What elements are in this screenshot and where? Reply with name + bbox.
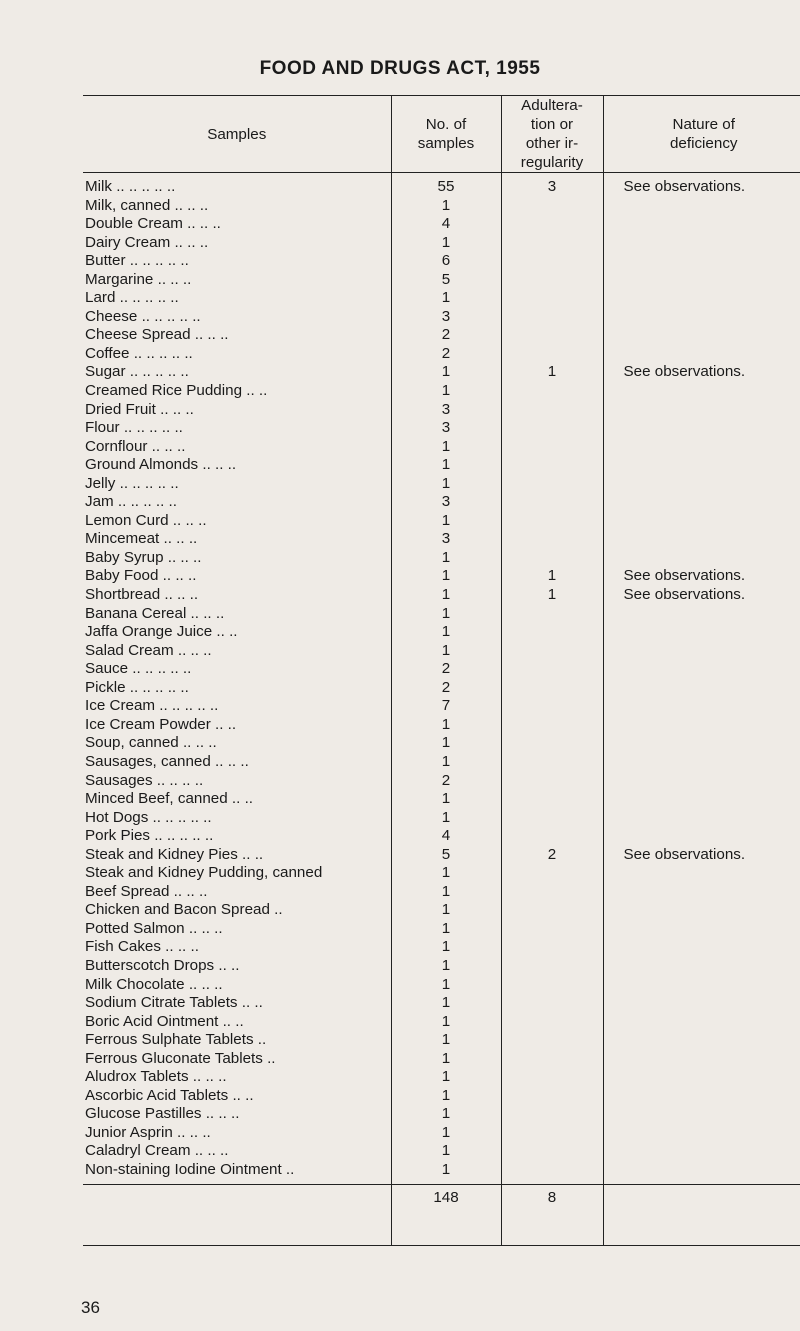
sample-name: Sauce .. .. .. .. .. — [85, 660, 192, 678]
adulteration-count: 1 — [501, 586, 603, 605]
sample-name: Dairy Cream .. .. .. — [85, 233, 209, 251]
sample-count: 3 — [391, 493, 501, 512]
sample-count: 1 — [391, 1161, 501, 1184]
sample-name: Milk Chocolate .. .. .. — [85, 975, 223, 993]
table-row — [83, 549, 800, 568]
sample-name: Coffee .. .. .. .. .. — [85, 344, 193, 362]
deficiency-nature — [603, 308, 800, 327]
adulteration-count — [501, 994, 603, 1013]
adulteration-count: 3 — [501, 173, 603, 197]
table-row — [83, 957, 800, 976]
table-row — [83, 252, 800, 271]
sample-count: 1 — [391, 1068, 501, 1087]
sample-count: 1 — [391, 957, 501, 976]
sample-count: 1 — [391, 1013, 501, 1032]
adulteration-count — [501, 1050, 603, 1069]
table-row — [83, 623, 800, 642]
sample-name: Cheese Spread .. .. .. — [85, 326, 229, 344]
table-row — [83, 326, 800, 345]
sample-name: Sugar .. .. .. .. .. — [85, 363, 189, 381]
table-row — [83, 809, 800, 828]
deficiency-nature — [603, 438, 800, 457]
sample-name: Creamed Rice Pudding .. .. — [85, 382, 268, 400]
sample-name: Junior Asprin .. .. .. — [85, 1123, 211, 1141]
table-row — [83, 1161, 800, 1184]
deficiency-nature — [603, 549, 800, 568]
sample-count: 1 — [391, 363, 501, 382]
adulteration-count — [501, 623, 603, 642]
table-row — [83, 753, 800, 772]
adulteration-count — [501, 1013, 603, 1032]
deficiency-nature — [603, 605, 800, 624]
deficiency-nature: See observations. — [603, 363, 800, 382]
sample-name: Sausages, canned .. .. .. — [85, 752, 249, 770]
header-nature-text: Nature of deficiency — [669, 116, 738, 152]
sample-name: Steak and Kidney Pies .. .. — [85, 845, 264, 863]
adulteration-count — [501, 1105, 603, 1124]
adulteration-count — [501, 864, 603, 883]
sample-count: 3 — [391, 530, 501, 549]
sample-name: Baby Syrup .. .. .. — [85, 548, 202, 566]
adulteration-count — [501, 642, 603, 661]
header-nature — [603, 96, 800, 173]
adulteration-count: 1 — [501, 567, 603, 586]
table-header-row — [83, 96, 800, 173]
deficiency-nature — [603, 753, 800, 772]
table-row — [83, 642, 800, 661]
sample-name: Flour .. .. .. .. .. — [85, 419, 183, 437]
deficiency-nature — [603, 642, 800, 661]
total-adulteration: 8 — [501, 1184, 603, 1245]
deficiency-nature — [603, 382, 800, 401]
adulteration-count: 1 — [501, 363, 603, 382]
table-row — [83, 716, 800, 735]
deficiency-nature — [603, 697, 800, 716]
adulteration-count — [501, 679, 603, 698]
adulteration-count — [501, 1031, 603, 1050]
sample-count: 5 — [391, 846, 501, 865]
deficiency-nature — [603, 883, 800, 902]
table-row — [83, 586, 800, 605]
sample-count: 1 — [391, 753, 501, 772]
deficiency-nature — [603, 790, 800, 809]
sample-name: Chicken and Bacon Spread .. — [85, 901, 283, 919]
deficiency-nature — [603, 957, 800, 976]
table-row — [83, 493, 800, 512]
sample-name: Butterscotch Drops .. .. — [85, 956, 240, 974]
deficiency-nature — [603, 660, 800, 679]
page-title: FOOD AND DRUGS ACT, 1955 — [259, 58, 541, 79]
sample-count: 55 — [391, 173, 501, 197]
adulteration-count — [501, 215, 603, 234]
sample-count: 4 — [391, 215, 501, 234]
sample-name: Jelly .. .. .. .. .. — [85, 474, 179, 492]
adulteration-count — [501, 1124, 603, 1143]
adulteration-count — [501, 438, 603, 457]
deficiency-nature — [603, 456, 800, 475]
table-row — [83, 530, 800, 549]
adulteration-count — [501, 382, 603, 401]
adulteration-count — [501, 809, 603, 828]
table-row — [83, 827, 800, 846]
sample-name: Jam .. .. .. .. .. — [85, 493, 177, 511]
table-row — [83, 772, 800, 791]
sample-count: 1 — [391, 734, 501, 753]
totals-label — [83, 1184, 391, 1245]
sample-name: Butter .. .. .. .. .. — [85, 252, 189, 270]
sample-name: Sodium Citrate Tablets .. .. — [85, 994, 263, 1012]
table-row — [83, 1050, 800, 1069]
sample-count: 3 — [391, 419, 501, 438]
sample-name: Ice Cream .. .. .. .. .. — [85, 697, 219, 715]
sample-name: Margarine .. .. .. — [85, 270, 192, 288]
sample-name: Minced Beef, canned .. .. — [85, 790, 254, 808]
table-row — [83, 197, 800, 216]
table-row — [83, 345, 800, 364]
deficiency-nature — [603, 772, 800, 791]
sample-name: Double Cream .. .. .. — [85, 215, 221, 233]
sample-count: 3 — [391, 308, 501, 327]
sample-count: 1 — [391, 586, 501, 605]
sample-count: 1 — [391, 567, 501, 586]
table-row — [83, 901, 800, 920]
table-row — [83, 382, 800, 401]
adulteration-count — [501, 197, 603, 216]
sample-name: Soup, canned .. .. .. — [85, 734, 217, 752]
sample-count: 1 — [391, 382, 501, 401]
sample-count: 1 — [391, 1142, 501, 1161]
deficiency-nature: See observations. — [603, 846, 800, 865]
deficiency-nature — [603, 1050, 800, 1069]
deficiency-nature — [603, 716, 800, 735]
table-row — [83, 790, 800, 809]
adulteration-count — [501, 957, 603, 976]
deficiency-nature — [603, 530, 800, 549]
sample-name: Milk, canned .. .. .. — [85, 196, 209, 214]
deficiency-nature — [603, 215, 800, 234]
table-row — [83, 1087, 800, 1106]
table-row — [83, 1105, 800, 1124]
deficiency-nature — [603, 1068, 800, 1087]
sample-count: 1 — [391, 994, 501, 1013]
sample-count: 1 — [391, 1124, 501, 1143]
table-row — [83, 1013, 800, 1032]
deficiency-nature — [603, 679, 800, 698]
sample-name: Cornflour .. .. .. — [85, 437, 186, 455]
adulteration-count — [501, 475, 603, 494]
adulteration-count — [501, 549, 603, 568]
table-row — [83, 660, 800, 679]
deficiency-nature — [603, 1124, 800, 1143]
table-row — [83, 438, 800, 457]
adulteration-count — [501, 883, 603, 902]
sample-name: Caladryl Cream .. .. .. — [85, 1142, 229, 1160]
deficiency-nature: See observations. — [603, 173, 800, 197]
sample-name: Glucose Pastilles .. .. .. — [85, 1105, 240, 1123]
sample-count: 1 — [391, 976, 501, 995]
sample-count: 1 — [391, 938, 501, 957]
sample-name: Banana Cereal .. .. .. — [85, 604, 225, 622]
adulteration-count — [501, 1068, 603, 1087]
adulteration-count — [501, 326, 603, 345]
adulteration-count — [501, 419, 603, 438]
deficiency-nature — [603, 252, 800, 271]
adulteration-count — [501, 493, 603, 512]
adulteration-count — [501, 772, 603, 791]
deficiency-nature — [603, 1105, 800, 1124]
sample-count: 1 — [391, 642, 501, 661]
table-row — [83, 1031, 800, 1050]
sample-count: 1 — [391, 1031, 501, 1050]
sample-count: 1 — [391, 234, 501, 253]
adulteration-count — [501, 512, 603, 531]
adulteration-count — [501, 1087, 603, 1106]
sample-name: Salad Cream .. .. .. — [85, 641, 212, 659]
deficiency-nature — [603, 938, 800, 957]
table-row — [83, 173, 800, 197]
deficiency-nature — [603, 1087, 800, 1106]
sample-name: Ferrous Sulphate Tablets .. — [85, 1031, 267, 1049]
table-row — [83, 734, 800, 753]
adulteration-count — [501, 660, 603, 679]
sample-name: Mincemeat .. .. .. — [85, 530, 198, 548]
table-row — [83, 363, 800, 382]
sample-count: 2 — [391, 772, 501, 791]
adulteration-count: 2 — [501, 846, 603, 865]
table-row — [83, 1068, 800, 1087]
sample-count: 1 — [391, 197, 501, 216]
sample-name: Hot Dogs .. .. .. .. .. — [85, 808, 212, 826]
table-row — [83, 401, 800, 420]
deficiency-nature — [603, 234, 800, 253]
header-samples: Samples — [83, 96, 391, 173]
sample-count: 1 — [391, 1050, 501, 1069]
adulteration-count — [501, 605, 603, 624]
deficiency-nature — [603, 1161, 800, 1184]
table-row — [83, 938, 800, 957]
sample-count: 1 — [391, 605, 501, 624]
adulteration-count — [501, 920, 603, 939]
sample-name: Milk .. .. .. .. .. — [85, 178, 176, 195]
sample-count: 2 — [391, 345, 501, 364]
sample-count: 4 — [391, 827, 501, 846]
sample-name: Dried Fruit .. .. .. — [85, 400, 194, 418]
sample-name: Steak and Kidney Pudding, canned — [85, 864, 323, 882]
table-row — [83, 976, 800, 995]
deficiency-nature — [603, 994, 800, 1013]
deficiency-nature — [603, 827, 800, 846]
sample-name: Ascorbic Acid Tablets .. .. — [85, 1086, 254, 1104]
header-count-text: No. of samples — [417, 116, 475, 152]
adulteration-count — [501, 790, 603, 809]
sample-name: Lard .. .. .. .. .. — [85, 289, 179, 307]
adulteration-count — [501, 938, 603, 957]
deficiency-nature — [603, 623, 800, 642]
sample-count: 1 — [391, 512, 501, 531]
table-row — [83, 215, 800, 234]
sample-name: Ferrous Gluconate Tablets .. — [85, 1049, 276, 1067]
total-count: 148 — [391, 1184, 501, 1245]
sample-count: 1 — [391, 920, 501, 939]
deficiency-nature: See observations. — [603, 586, 800, 605]
adulteration-count — [501, 827, 603, 846]
adulteration-count — [501, 1142, 603, 1161]
table-row — [83, 883, 800, 902]
deficiency-nature — [603, 1013, 800, 1032]
adulteration-count — [501, 976, 603, 995]
sample-name: Shortbread .. .. .. — [85, 586, 199, 604]
sample-count: 1 — [391, 438, 501, 457]
sample-count: 5 — [391, 271, 501, 290]
sample-count: 1 — [391, 1105, 501, 1124]
sample-name: Sausages .. .. .. .. — [85, 771, 204, 789]
table-row — [83, 679, 800, 698]
sample-count: 1 — [391, 623, 501, 642]
deficiency-nature: See observations. — [603, 567, 800, 586]
deficiency-nature — [603, 901, 800, 920]
table-row — [83, 1142, 800, 1161]
adulteration-count — [501, 308, 603, 327]
sample-count: 1 — [391, 475, 501, 494]
sample-count: 7 — [391, 697, 501, 716]
table-row — [83, 1124, 800, 1143]
sample-count: 1 — [391, 883, 501, 902]
sample-count: 1 — [391, 716, 501, 735]
sample-name: Boric Acid Ointment .. .. — [85, 1012, 244, 1030]
sample-name: Pickle .. .. .. .. .. — [85, 678, 189, 696]
table-row — [83, 864, 800, 883]
sample-name: Beef Spread .. .. .. — [85, 882, 208, 900]
sample-count: 1 — [391, 289, 501, 308]
adulteration-count — [501, 1161, 603, 1184]
deficiency-nature — [603, 401, 800, 420]
table-row — [83, 994, 800, 1013]
header-adulteration — [501, 96, 603, 173]
sample-count: 1 — [391, 456, 501, 475]
deficiency-nature — [603, 419, 800, 438]
sample-count: 3 — [391, 401, 501, 420]
sample-name: Ice Cream Powder .. .. — [85, 715, 237, 733]
deficiency-nature — [603, 864, 800, 883]
table-row — [83, 234, 800, 253]
adulteration-count — [501, 697, 603, 716]
sample-count: 1 — [391, 549, 501, 568]
sample-count: 1 — [391, 901, 501, 920]
deficiency-nature — [603, 326, 800, 345]
adulteration-count — [501, 901, 603, 920]
page-number: 36 — [81, 1298, 100, 1317]
deficiency-nature — [603, 289, 800, 308]
deficiency-nature — [603, 1031, 800, 1050]
adulteration-count — [501, 456, 603, 475]
table-row — [83, 605, 800, 624]
adulteration-count — [501, 401, 603, 420]
deficiency-nature — [603, 920, 800, 939]
samples-table — [83, 95, 800, 1246]
deficiency-nature — [603, 809, 800, 828]
sample-name: Pork Pies .. .. .. .. .. — [85, 827, 214, 845]
deficiency-nature — [603, 512, 800, 531]
sample-count: 2 — [391, 679, 501, 698]
totals-row — [83, 1184, 800, 1245]
sample-count: 2 — [391, 326, 501, 345]
adulteration-count — [501, 271, 603, 290]
sample-name: Ground Almonds .. .. .. — [85, 456, 237, 474]
deficiency-nature — [603, 271, 800, 290]
sample-name: Jaffa Orange Juice .. .. — [85, 623, 238, 641]
adulteration-count — [501, 234, 603, 253]
sample-name: Cheese .. .. .. .. .. — [85, 307, 201, 325]
table-body — [83, 173, 800, 1185]
table-row — [83, 289, 800, 308]
table-row — [83, 456, 800, 475]
table-row — [83, 512, 800, 531]
table-row — [83, 271, 800, 290]
sample-name: Fish Cakes .. .. .. — [85, 938, 199, 956]
table-row — [83, 475, 800, 494]
sample-count: 1 — [391, 809, 501, 828]
sample-name: Lemon Curd .. .. .. — [85, 511, 207, 529]
deficiency-nature — [603, 197, 800, 216]
sample-name: Potted Salmon .. .. .. — [85, 919, 223, 937]
sample-count: 1 — [391, 790, 501, 809]
header-count — [391, 96, 501, 173]
table-row — [83, 697, 800, 716]
adulteration-count — [501, 252, 603, 271]
totals-nature — [603, 1184, 800, 1245]
sample-name: Non-staining Iodine Ointment .. — [85, 1160, 295, 1178]
deficiency-nature — [603, 1142, 800, 1161]
sample-count: 6 — [391, 252, 501, 271]
deficiency-nature — [603, 493, 800, 512]
adulteration-count — [501, 716, 603, 735]
header-adulteration-text: Adultera- tion or other ir- regularity — [520, 97, 584, 171]
sample-count: 1 — [391, 1087, 501, 1106]
sample-name: Aludrox Tablets .. .. .. — [85, 1068, 227, 1086]
adulteration-count — [501, 289, 603, 308]
deficiency-nature — [603, 345, 800, 364]
deficiency-nature — [603, 475, 800, 494]
deficiency-nature — [603, 976, 800, 995]
adulteration-count — [501, 530, 603, 549]
sample-count: 2 — [391, 660, 501, 679]
table-row — [83, 567, 800, 586]
table-row — [83, 419, 800, 438]
deficiency-nature — [603, 734, 800, 753]
adulteration-count — [501, 753, 603, 772]
adulteration-count — [501, 345, 603, 364]
table-row — [83, 846, 800, 865]
table-row — [83, 920, 800, 939]
sample-name: Baby Food .. .. .. — [85, 567, 197, 585]
sample-count: 1 — [391, 864, 501, 883]
table-row — [83, 308, 800, 327]
adulteration-count — [501, 734, 603, 753]
